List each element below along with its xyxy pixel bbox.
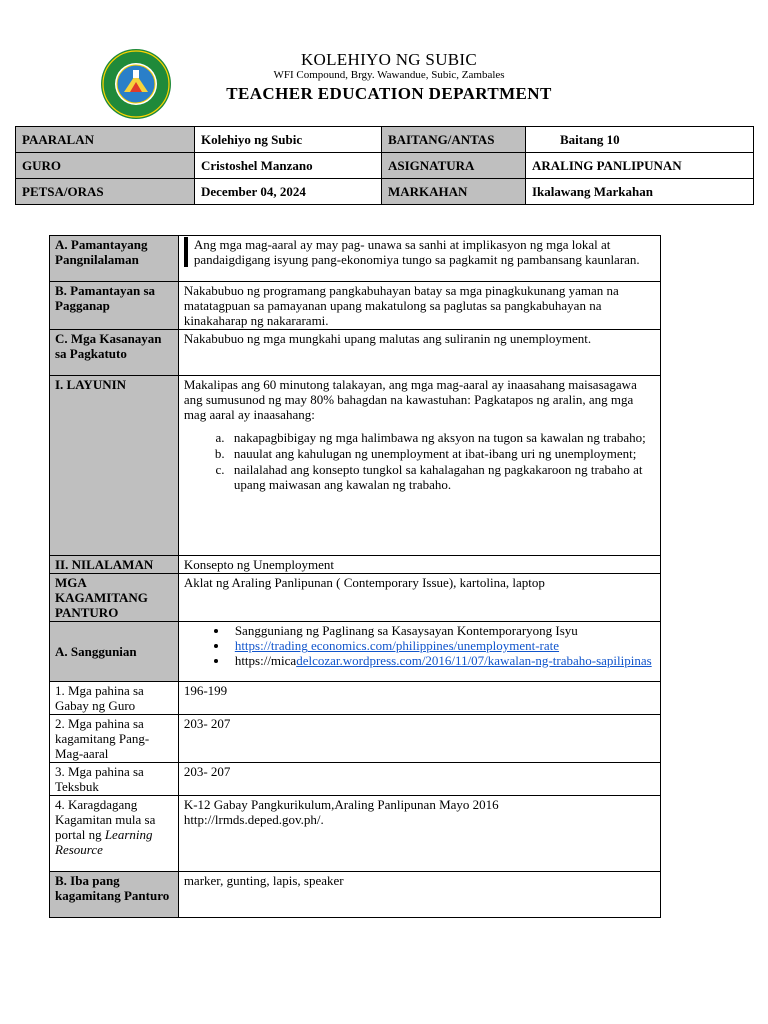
- college-seal-icon: [100, 48, 172, 120]
- nilalaman-text: Konsepto ng Unemployment: [178, 556, 660, 574]
- school-address: WFI Compound, Brgy. Wawandue, Subic, Zambales: [273, 69, 505, 81]
- trading-economics-link[interactable]: https://trading: [234, 638, 308, 653]
- trading-economics-link-rest[interactable]: economics.com/philippines/unemployment-rate: [307, 638, 560, 653]
- table-row: [16, 179, 754, 205]
- table-row: [50, 682, 661, 715]
- teksbuk-label: 3. Mga pahina sa Teksbuk: [50, 763, 179, 796]
- table-row: [50, 715, 661, 763]
- nilalaman-label: II. NILALAMAN: [50, 556, 179, 574]
- table-row: [50, 796, 661, 872]
- teksbuk-pages: 203- 207: [178, 763, 660, 796]
- table-row: [16, 153, 754, 179]
- learning-resource-label: Learning Resource: [55, 827, 153, 857]
- table-row: [50, 556, 661, 574]
- karagdagang-text: K-12 Gabay Pangkurikulum,Araling Panlipunan Mayo 2016: [183, 797, 499, 812]
- mica-link-prefix: https://mica: [234, 653, 297, 668]
- list-item: b. nauulat ang kahulugan ng unemployment at ibat-ibang uri ng unemployment;: [228, 446, 655, 461]
- mag-aaral-pages: 203- 207: [178, 715, 660, 763]
- pamantayan-pagganap-label: B. Pamantayan sa Pagganap: [50, 282, 179, 330]
- list-item: c. nailalahad ang konsepto tungkol sa kahalagahan ng pagkakaroon ng trabaho at upang maiwasan ang kawalan ng trabaho.: [228, 462, 655, 492]
- lrmds-link: http://lrmds.deped.gov.ph/.: [183, 812, 324, 827]
- table-row: [50, 763, 661, 796]
- paaralan-value: Kolehiyo ng Subic: [195, 127, 382, 153]
- school-name: KOLEHIYO NG SUBIC: [300, 50, 478, 69]
- sanggunian-list: [184, 623, 655, 668]
- asignatura-value: ARALING PANLIPUNAN: [526, 153, 754, 179]
- asignatura-label: ASIGNATURA: [382, 153, 526, 179]
- baitang-label: BAITANG/ANTAS: [382, 127, 526, 153]
- layunin-list: [184, 430, 655, 492]
- markahan-label: MARKAHAN: [382, 179, 526, 205]
- gabay-guro-label: 1. Mga pahina sa Gabay ng Guro: [50, 682, 179, 715]
- karagdagang-label: 4. Karagdagang Kagamitan mula sa portal ng: [55, 797, 156, 842]
- kasanayan-text: Nakabubuo ng mga mungkahi upang malutas ang suliranin ng unemployment.: [178, 330, 660, 376]
- table-row: [50, 574, 661, 622]
- table-row: [50, 330, 661, 376]
- guro-label: GURO: [16, 153, 195, 179]
- table-row: [50, 872, 661, 918]
- document-header: [0, 44, 768, 114]
- pamantayang-pangnilalaman-label: A. Pamantayang Pangnilalaman: [50, 236, 179, 282]
- list-item: • Sangguniang ng Paglinang sa Kasaysayan Kontemporaryong Isyu: [229, 623, 655, 638]
- markahan-value: Ikalawang Markahan: [526, 179, 754, 205]
- lesson-info-table: [15, 126, 754, 205]
- kasanayan-label: C. Mga Kasanayan sa Pagkatuto: [50, 330, 179, 376]
- kagamitan-label: MGA KAGAMITANG PANTURO: [50, 574, 179, 622]
- table-row: [16, 127, 754, 153]
- kagamitan-text: Aklat ng Araling Panlipunan ( Contemporary Issue), kartolina, laptop: [178, 574, 660, 622]
- sanggunian-label: A. Sanggunian: [50, 622, 179, 682]
- layunin-intro: Makalipas ang 60 minutong talakayan, ang mga mag-aaral ay inaasahang maisasagawa ang sumusunod ng may 80% bahagdan na kawastuhan: Pagkatapos ng aralin, ang mga mag aaral ay inaasahang:: [183, 377, 637, 422]
- layunin-label: I. LAYUNIN: [50, 376, 179, 556]
- iba-kagamitan-label: B. Iba pang kagamitang Panturo: [50, 872, 179, 918]
- department-title: TEACHER EDUCATION DEPARTMENT: [226, 84, 552, 103]
- table-row: [50, 622, 661, 682]
- iba-kagamitan-text: marker, gunting, lapis, speaker: [178, 872, 660, 918]
- list-item: [229, 653, 655, 668]
- paaralan-label: PAARALAN: [16, 127, 195, 153]
- table-row: [50, 236, 661, 282]
- guro-value: Cristoshel Manzano: [195, 153, 382, 179]
- table-row: [50, 282, 661, 330]
- table-row: [50, 376, 661, 556]
- baitang-value: Baitang 10: [526, 127, 754, 153]
- petsa-label: PETSA/ORAS: [16, 179, 195, 205]
- pamantayang-pangnilalaman-text: Ang mga mag-aaral ay may pag- unawa sa sanhi at implikasyon ng mga lokal at pandaigdigang isyung pang-ekonomiya tungo sa pagkamit ng pambansang kaunlaran.: [184, 237, 655, 267]
- list-item: a. nakapagbibigay ng mga halimbawa ng aksyon na tugon sa kawalan ng trabaho;: [228, 430, 655, 445]
- list-item: [229, 638, 655, 653]
- mag-aaral-label: 2. Mga pahina sa kagamitang Pang-Mag-aaral: [50, 715, 179, 763]
- lesson-plan-table: [49, 235, 661, 918]
- pamantayan-pagganap-text: Nakabubuo ng programang pangkabuhayan batay sa mga pinagkukunang yaman na matatagpuan sa pamayanan upang makatulong sa paglutas sa pangkabuhayan na kinakaharap ng nakararami.: [178, 282, 660, 330]
- gabay-guro-pages: 196-199: [178, 682, 660, 715]
- wordpress-link[interactable]: delcozar.wordpress.com/2016/11/07/kawalan-ng-trabaho-sapilipinas: [296, 653, 652, 668]
- petsa-value: December 04, 2024: [195, 179, 382, 205]
